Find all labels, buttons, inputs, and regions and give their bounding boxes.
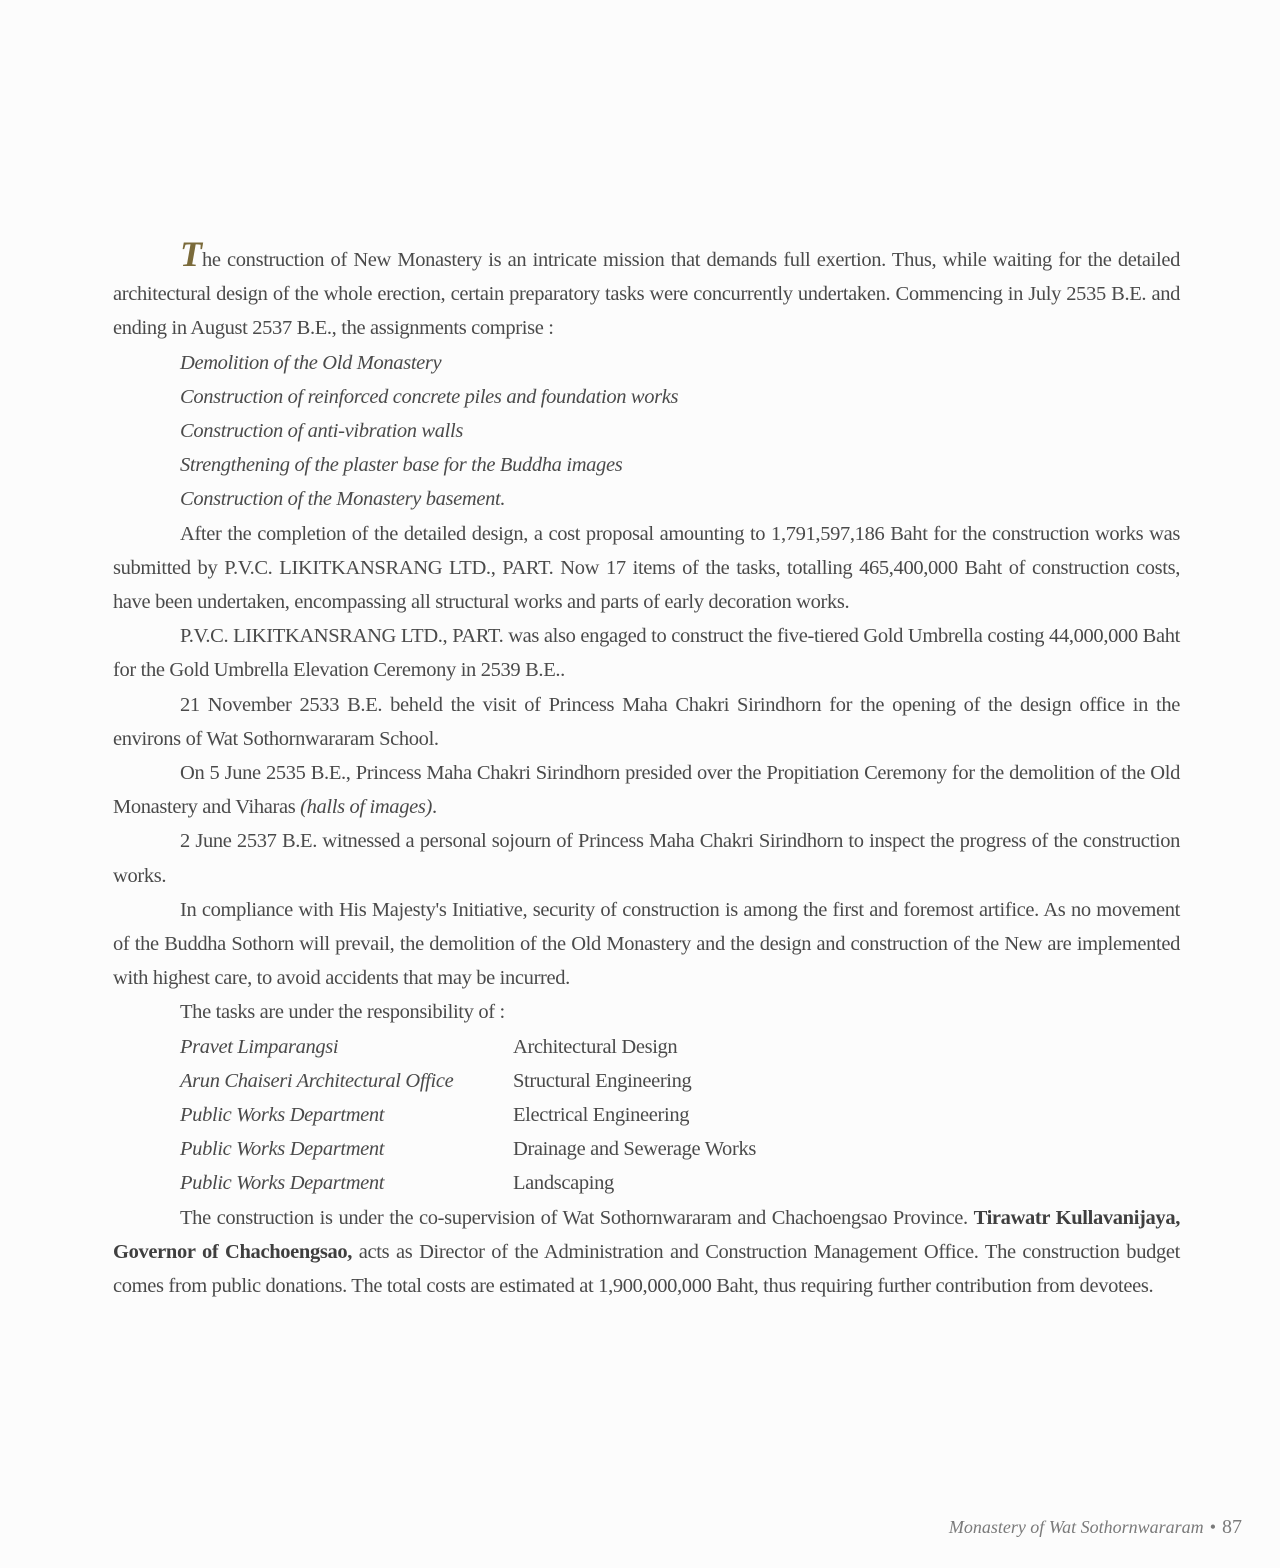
responsibility-row [113, 1098, 1180, 1132]
responsibility-table [113, 1030, 1180, 1201]
drop-cap: T [180, 234, 202, 274]
responsibility-row [113, 1132, 1180, 1166]
sojourn-paragraph: 2 June 2537 B.E. witnessed a personal sojourn of Princess Maha Chakri Sirindhorn to inspect the progress of the construction works. [113, 830, 1180, 887]
intro-paragraph [113, 234, 1180, 346]
responsible-party: Public Works Department [180, 1138, 385, 1161]
responsibility-role: Electrical Engineering [513, 1104, 690, 1127]
security-paragraph: In compliance with His Majesty's Initiative, security of construction is among the first and foremost artifice. As no movement of the Buddha Sothorn will prevail, the demolition of the Old Monastery and the design and construction of the New are implemented with highest care, to avoid accidents that may be incurred. [113, 898, 1180, 990]
assignment-item: Demolition of the Old Monastery [180, 351, 442, 374]
responsibility-role: Architectural Design [513, 1035, 678, 1058]
responsible-party: Public Works Department [180, 1104, 385, 1127]
running-title: Monastery of Wat Sothornwararam [948, 1517, 1204, 1537]
responsibility-row [113, 1064, 1180, 1098]
assignment-item: Construction of reinforced concrete piles and foundation works [180, 385, 679, 408]
closing-paragraph [113, 1201, 1180, 1304]
propitiation-text: On 5 June 2535 B.E., Princess Maha Chakri Sirindhorn presided over the Propitiation Ceremony for the demolition of the Old Monastery and Viharas [113, 762, 1180, 819]
assignment-list [113, 346, 1180, 517]
responsibility-role: Structural Engineering [513, 1069, 692, 1092]
closing-text-after: acts as Director of the Administration and Construction Management Office. The construction budget comes from public donations. The total costs are estimated at 1,900,000,000 Baht, thus requiring further contribution from devotees. [113, 1240, 1180, 1298]
cost-proposal-paragraph: After the completion of the detailed design, a cost proposal amounting to 1,791,597,186 Baht for the construction works was submitted by P.V.C. LIKITKANSRANG LTD., PART. Now 17 items of the tasks, totalling 465,400,000 Baht of construction costs, have been undertaken, encompassing all structural works and parts of early decoration works. [113, 522, 1180, 614]
design-office-paragraph: 21 November 2533 B.E. beheld the visit of Princess Maha Chakri Sirindhorn for the opening of the design office in the environs of Wat Sothornwararam School. [113, 693, 1180, 750]
responsible-party: Arun Chaiseri Architectural Office [180, 1069, 454, 1092]
propitiation-paragraph [113, 756, 1180, 824]
assignment-item: Construction of the Monastery basement. [180, 488, 506, 511]
page-number: 87 [1222, 1516, 1242, 1538]
responsible-party: Public Works Department [180, 1172, 385, 1195]
intro-text: he construction of New Monastery is an intricate mission that demands full exertion. Thus, while waiting for the detailed architectural design of the whole erection, certain preparatory tasks were concurrently undertaken. Commencing in July 2535 B.E. and ending in August 2537 B.E., the assignments comprise : [113, 249, 1180, 340]
responsibility-row [113, 1166, 1180, 1200]
page-body [113, 234, 1181, 1303]
responsibility-role: Landscaping [513, 1172, 614, 1195]
assignment-item: Strengthening of the plaster base for the Buddha images [180, 454, 623, 477]
bullet-separator: • [1209, 1517, 1216, 1537]
responsible-party: Pravet Limparangsi [180, 1035, 339, 1058]
gold-umbrella-paragraph: P.V.C. LIKITKANSRANG LTD., PART. was also engaged to construct the five-tiered Gold Umbrella costing 44,000,000 Baht for the Gold Umbrella Elevation Ceremony in 2539 B.E.. [113, 625, 1180, 682]
responsibility-role: Drainage and Sewerage Works [513, 1138, 756, 1161]
closing-text-before: The construction is under the co-supervision of Wat Sothornwararam and Chachoengsao Province. [180, 1206, 974, 1229]
responsibility-row [113, 1030, 1180, 1064]
page-footer [949, 1516, 1242, 1539]
propitiation-end: . [431, 796, 437, 819]
responsibility-intro: The tasks are under the responsibility of : [180, 1001, 505, 1024]
assignment-item: Construction of anti-vibration walls [180, 420, 463, 443]
propitiation-italic: (halls of images) [300, 796, 432, 819]
governor-name: Tirawatr Kullavanijaya, Governor of Chachoengsao, [113, 1206, 1181, 1263]
